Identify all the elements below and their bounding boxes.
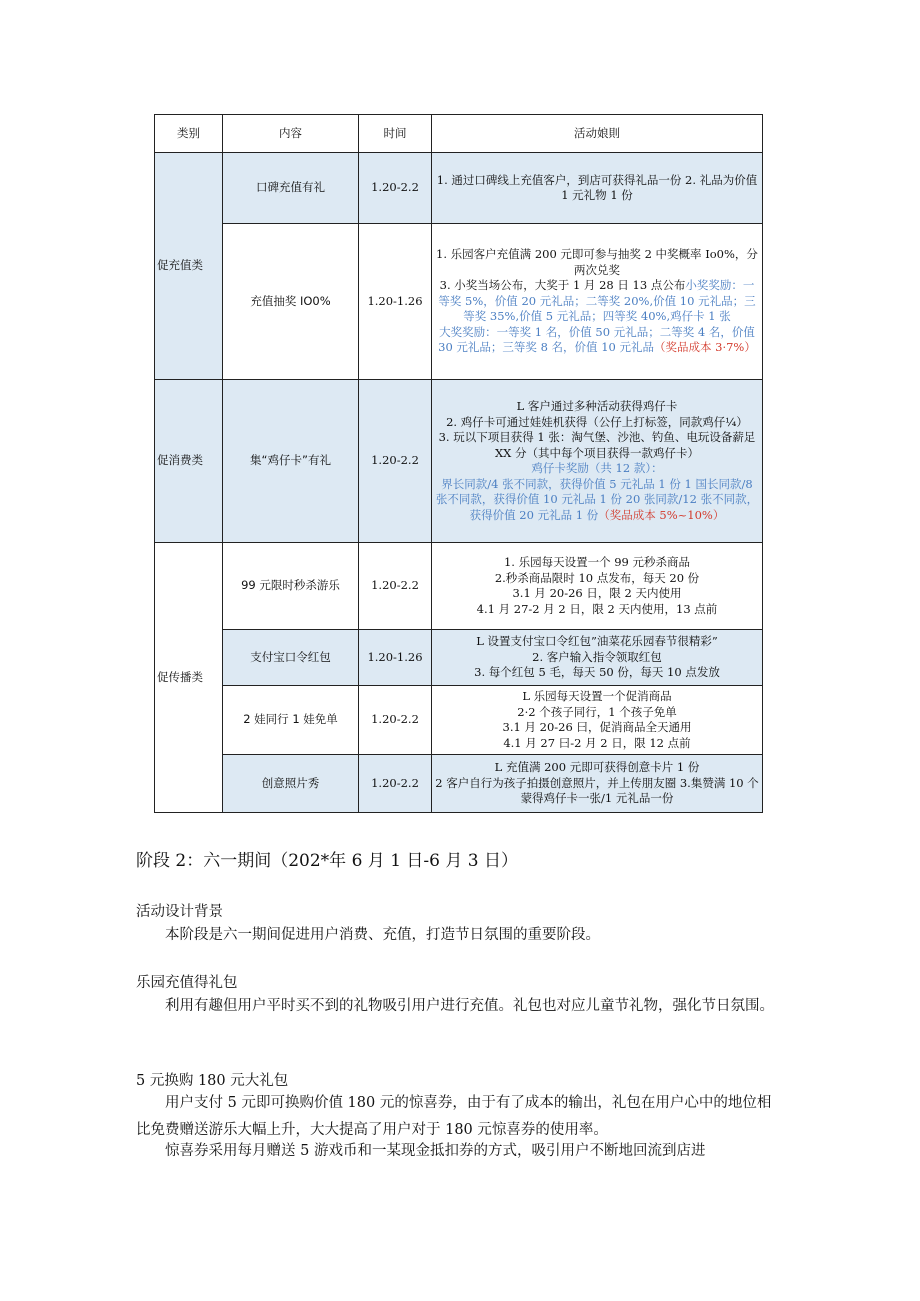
background-heading: 活动设计背景 [136,904,223,920]
table-row [155,224,763,380]
rule-line: 2. 鸡仔卡可通过娃娃机获得（公仔上打标签，同款鸡仔¼） [446,414,748,429]
rule-text-blue: 大奖奖励：一等奖 1 名，价值 50 元礼品；二等奖 4 名，价值 30 元礼品；三等奖 8 名，价值 10 元礼品 [438,324,755,355]
row-content: 集“鸡仔卡”有礼 [223,380,359,543]
row-content: 充值抽奖 IO0% [223,224,359,380]
rule-line: 4.1 月 27-2 月 2 日，限 2 天内使用，13 点前 [476,601,718,616]
rule-line: 2. 客户输入指令领取红包 [532,649,662,664]
table-row [155,755,763,813]
rule-line [435,325,759,356]
table-row [155,686,763,755]
row-rules [432,755,763,813]
package-text-2: 惊喜券采用每月赠送 5 游戏币和一某现金抵扣券的方式，吸引用户不断地回流到店进 [165,1143,706,1159]
rule-line: L 充值满 200 元即可获得创意卡片 1 份 [494,760,700,775]
category-spread: 促传播类 [155,543,223,813]
rule-text-red: （奖品成本 5%~10%） [598,507,725,522]
table-row [155,153,763,224]
rule-line [435,278,759,325]
row-rules [432,630,763,686]
rule-line: 3.1 月 20-26 曰，促消商品全天通用 [502,720,692,734]
rule-line: 4.1 月 27 曰-2 月 2 日，限 12 点前 [503,735,691,750]
rule-line: 1. 乐园每天设置一个 99 元秒杀商品 [503,555,691,569]
header-content: 内容 [223,115,359,153]
row-rules [432,380,763,543]
table-header-row [155,115,763,153]
rule-line: 3. 每个红包 5 毛，每天 50 份，每天 10 点发放 [474,665,720,680]
rule-line: 1. 乐园客户充值满 200 元即可参与抽奖 2 中奖概率 Io0%，分两次兑奖 [436,247,758,277]
rule-line: 3. 玩以下项目获得 1 张：淘气堡、沙池、钓鱼、电玩设备薪足 XX 分（其中每个项目获得一款鸡仔卡） [438,430,756,460]
rule-line: 1. 通过口碑线上充值客户，到店可获得礼品一份 2. 礼品为价值 1 元礼物 1 份 [436,172,758,202]
header-category: 类别 [155,115,223,153]
header-time: 时间 [359,115,432,153]
stage-title: 阶段 2：六一期间（202*年 6 月 1 日-6 月 3 日） [136,851,519,871]
row-rules [432,543,763,630]
table-row [155,630,763,686]
category-consume: 促消费类 [155,380,223,543]
rule-line: 2·2 个孩子同行，1 个孩子免单 [517,704,677,719]
row-content: 2 娃同行 1 娃免单 [223,686,359,755]
row-time: 1.20-2.2 [359,153,432,224]
category-recharge: 促充值类 [155,153,223,380]
rule-line: 2 客户自行为孩子拍摄创意照片，并上传朋友圈 3.集赞满 10 个蒙得鸡仔卡一张/1 元礼品一份 [435,775,759,806]
row-time: 1.20-2.2 [359,380,432,543]
row-content: 99 元限时秒杀游乐 [223,543,359,630]
rule-text-blue: 小奖奖励：一等奖 5%，价值 20 元礼品；二等奖 20%,价值 10 元礼品；三等奖 35%,价值 5 元礼品；四等奖 40%,鸡仔卡 1 张 [438,278,756,324]
rule-text-blue: 界长同款/4 张不同款，获得价值 5 元礼品 1 份 1 国长同款/8 张不同款，获得价值 10 元礼品 1 份 20 张同款/12 张不同款，获得价值 20 元礼品 1 份 [435,476,759,522]
recharge-heading: 乐园充值得礼包 [136,975,238,991]
rule-line: 2.秒杀商品限时 10 点发布，每天 20 份 [494,570,700,585]
row-time: 1.20-2.2 [359,686,432,755]
row-content: 支付宝口令红包 [223,630,359,686]
row-rules [432,224,763,380]
package-text-1: 用户支付 5 元即可换购价值 180 元的惊喜券，由于有了成本的输出，礼包在用户心中的地位相比免费赠送游乐大幅上升，大大提高了用户对于 180 元惊喜券的使用率。 [136,1095,772,1138]
activity-table [154,114,763,813]
row-rules [432,686,763,755]
row-time: 1.20-1.26 [359,224,432,380]
recharge-text: 利用有趣但用户平时买不到的礼物吸引用户进行充值。礼包也对应儿童节礼物，强化节日氛围。 [165,998,774,1014]
rule-text-red: （奖品成本 3·7%） [653,340,756,355]
row-time: 1.20-1.26 [359,630,432,686]
header-rules: 活动娘則 [432,115,763,153]
row-time: 1.20-2.2 [359,755,432,813]
rule-line: L 客户通过多种活动获得鸡仔卡 [516,399,678,413]
rule-text: 3. 小奖当场公布，大奖于 1 月 28 日 13 点公布 [439,278,686,293]
row-content: 创意照片秀 [223,755,359,813]
background-text: 本阶段是六一期间促进用户消费、充值，打造节日氛围的重要阶段。 [165,927,600,943]
rule-line: 鸡仔卡奖励（共 12 款）： [531,461,663,475]
row-time: 1.20-2.2 [359,543,432,630]
table-row [155,380,763,543]
package-heading: 5 元换购 180 元大礼包 [136,1073,289,1089]
rule-line [435,477,759,524]
rule-line: L 设置支付宝口令红包”油菜花乐园春节很精彩” [476,634,718,649]
row-rules [432,153,763,224]
row-content: 口碑充值有礼 [223,153,359,224]
table-row [155,543,763,630]
rule-line: 3.1 月 20-26 日，限 2 天内使用 [512,586,682,600]
rule-line: L 乐园每天设置一个促消商品 [522,689,672,703]
